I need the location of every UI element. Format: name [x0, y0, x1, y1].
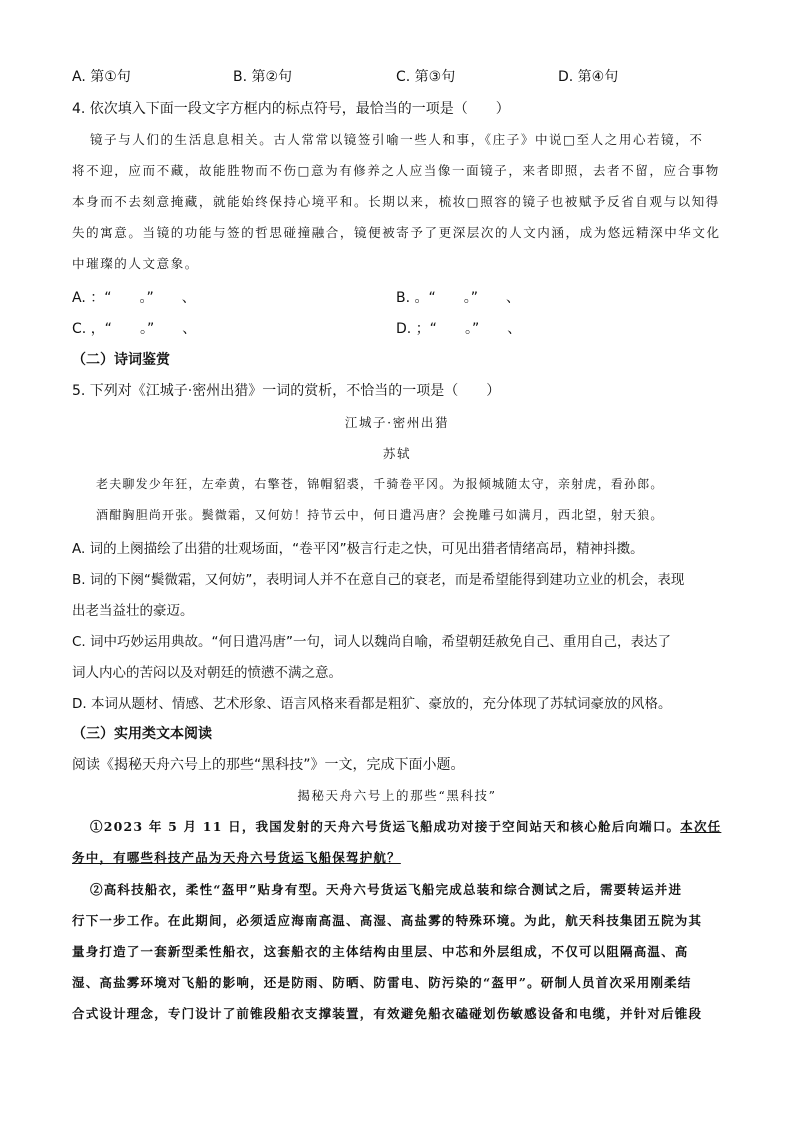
q3-option-d: D. 第④句	[558, 69, 619, 85]
article-paragraph-2: 行下一步工作。在此期间，必须适应海南高温、高湿、高盐雾的特殊环境。为此，航天科技集团五院为其	[72, 913, 703, 928]
reading-intro: 阅读《揭秘天舟六号上的那些“黑科技”》一文，完成下面小题。	[72, 757, 465, 773]
q4-option-d: D. ；“ 。” 、	[396, 321, 522, 337]
q3-option-b: B. 第②句	[233, 69, 293, 85]
q5-option-c: C. 词中巧妙运用典故。“何日遣冯唐”一句，词人以魏尚自喻，希望朝廷赦免自己、重用自己，表达了	[72, 634, 671, 650]
q4-passage-line: 将不迎，应而不藏，故能胜物而不伤□意为有修养之人应当像一面镜子，来者即照，去者不留，应合事物	[72, 163, 720, 178]
q3-option-c: C. 第③句	[396, 69, 456, 85]
section-title-poetry: （二）诗词鉴赏	[72, 352, 170, 368]
article-paragraph-1: ①2023 年 5 月 11 日，我国发射的天舟六号货运飞船成功对接于空间站天和核心舱后向端口。本次任	[90, 819, 722, 834]
poem-author: 苏轼	[382, 446, 412, 461]
article-paragraph-2: 合式设计理念，专门设计了前锥段船衣支撑装置，有效避免船衣磕碰划伤敏感设备和电缆，并针对后锥段	[72, 1006, 703, 1021]
poem-line: 老夫聊发少年狂，左牵黄，右擎苍，锦帽貂裘，千骑卷平冈。为报倾城随太守，亲射虎，看孙郎。	[96, 477, 664, 491]
section-title-practical: （三）实用类文本阅读	[72, 726, 212, 742]
q4-option-c: C. ，“ 。” 、	[72, 321, 197, 337]
q4-passage-line: 本身而不去刻意掩藏，就能始终保持心境平和。长期以来，梳妆□照容的镜子也被赋予反省自观与以知得	[72, 194, 720, 209]
q5-option-b-cont: 出老当益壮的豪迈。	[72, 603, 194, 619]
article-title: 揭秘天舟六号上的那些“黑科技”	[297, 788, 497, 803]
article-paragraph-1-cont: 务中，有哪些科技产品为天舟六号货运飞船保驾护航？	[72, 850, 401, 865]
q5-option-a: A. 词的上阕描绘了出猎的壮观场面，“卷平冈”极言行走之快，可见出猎者情绪高昂，精神抖擞。	[72, 541, 644, 557]
article-paragraph-2: 湿、高盐雾环境对飞船的影响，还是防雨、防晒、防雷电、防污染的“盔甲”。研制人员首次采用刚柔结	[72, 975, 692, 990]
q4-stem: 4. 依次填入下面一段文字方框内的标点符号，最恰当的一项是（ ）	[72, 101, 510, 117]
q4-passage-line: 失的寓意。当镜的功能与签的哲思碰撞融合，镜便被寄予了更深层次的人文内涵，成为悠远精深中华文化	[72, 225, 721, 240]
q5-option-c-cont: 词人内心的苦闷以及对朝廷的愤懑不满之意。	[72, 665, 342, 681]
q5-stem: 5. 下列对《江城子·密州出猎》一词的赏析，不恰当的一项是（ ）	[72, 383, 501, 399]
q3-option-a: A. 第①句	[72, 69, 131, 85]
poem-line: 酒酣胸胆尚开张。鬓微霜，又何妨！持节云中，何日遣冯唐？会挽雕弓如满月，西北望，射天狼。	[96, 508, 664, 522]
q4-option-b: B. 。“ 。” 、	[396, 290, 521, 306]
q4-passage-line: 镜子与人们的生活息息相关。古人常常以镜签引喻一些人和事，《庄子》中说□至人之用心若镜，不	[90, 132, 704, 147]
q5-option-d: D. 本词从题材、情感、艺术形象、语言风格来看都是粗犷、豪放的，充分体现了苏轼词豪放的风格。	[72, 696, 672, 712]
article-paragraph-2: 量身打造了一套新型柔性船衣，这套船衣的主体结构由里层、中芯和外层组成，不仅可以阻隔高温、高	[72, 944, 689, 959]
article-paragraph-2: ②高科技船衣，柔性“盔甲”贴身有型。天舟六号货运飞船完成总装和综合测试之后，需要转运并进	[90, 882, 683, 897]
poem-title: 江城子·密州出猎	[344, 415, 450, 430]
q4-passage-line: 中璀璨的人文意象。	[72, 256, 199, 271]
q4-option-a: A. ：“ 。” 、	[72, 290, 196, 306]
q5-option-b: B. 词的下阕“鬓微霜，又何妨”，表明词人并不在意自己的衰老，而是希望能得到建功立业的机会，表现	[72, 572, 685, 588]
